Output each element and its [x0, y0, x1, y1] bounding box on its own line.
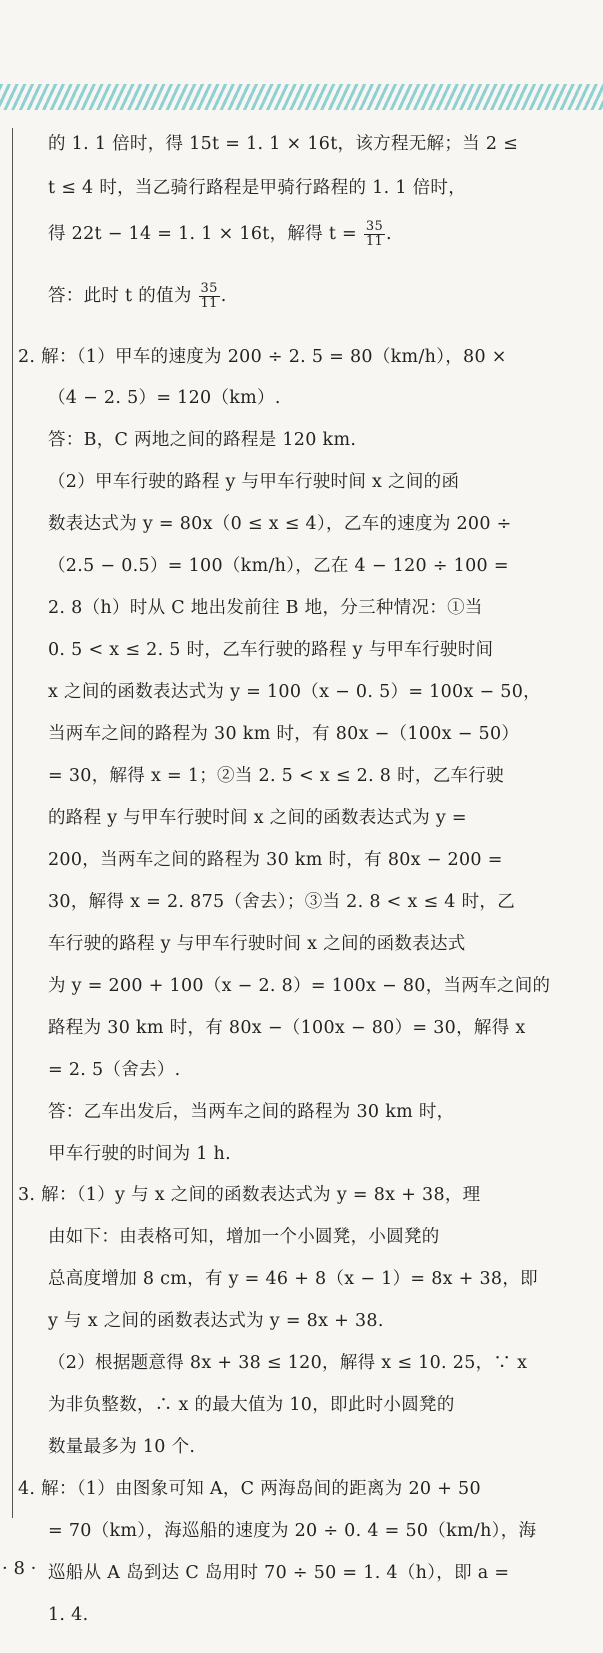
text-line: 总高度增加 8 cm，有 y = 46 + 8（x − 1）= 8x + 38，即	[48, 1269, 538, 1289]
text-line: 当两车之间的路程为 30 km 时，有 80x −（100x − 50）	[48, 724, 520, 744]
fraction	[364, 220, 385, 249]
text-line: 0. 5 < x ≤ 2. 5 时，乙车行驶的路程 y 与甲车行驶时间	[48, 640, 494, 660]
text-line: 由如下：由表格可知，增加一个小圆凳，小圆凳的	[48, 1227, 440, 1247]
text-line: 数量最多为 10 个.	[48, 1437, 196, 1457]
period: .	[220, 286, 227, 306]
text-line: 的 1. 1 倍时，得 15t = 1. 1 × 16t，该方程无解；当 2 ≤	[48, 134, 519, 154]
fraction-numerator: 35	[200, 281, 218, 296]
text-line: 的路程 y 与甲车行驶时间 x 之间的函数表达式为 y =	[48, 808, 467, 828]
text-line: 路程为 30 km 时，有 80x −（100x − 80）= 30，解得 x	[48, 1018, 526, 1038]
text-line: 1. 4.	[48, 1605, 89, 1625]
text-line: 答：乙车出发后，当两车之间的路程为 30 km 时，	[48, 1102, 455, 1122]
period: .	[386, 224, 392, 244]
text-line: y 与 x 之间的函数表达式为 y = 8x + 38.	[48, 1311, 384, 1331]
text-line	[48, 280, 568, 312]
header-stripe	[0, 84, 603, 110]
text-line: = 70（km），海巡船的速度为 20 ÷ 0. 4 = 50（km/h），海	[48, 1521, 537, 1541]
text-line: 车行驶的路程 y 与甲车行驶时间 x 之间的函数表达式	[48, 934, 466, 954]
text-line: （2）根据题意得 8x + 38 ≤ 120，解得 x ≤ 10. 25，∵ x	[48, 1353, 528, 1373]
text-line: 为 y = 200 + 100（x − 2. 8）= 100x − 80，当两车之间的	[48, 976, 551, 996]
text-line: 甲车行驶的时间为 1 h.	[48, 1144, 231, 1164]
text-span: 答：此时 t 的值为	[48, 286, 192, 306]
text-line: （2.5 − 0.5）= 100（km/h），乙在 4 − 120 ÷ 100 =	[48, 556, 509, 576]
text-line: 答：B，C 两地之间的路程是 120 km.	[48, 430, 357, 450]
page-number: · 8 ·	[2, 1558, 37, 1579]
text-line: （4 − 2. 5）= 120（km）.	[48, 388, 281, 408]
text-line: 为非负整数，∴ x 的最大值为 10，即此时小圆凳的	[48, 1395, 455, 1415]
fraction-numerator: 35	[365, 219, 384, 234]
text-line: 数表达式为 y = 80x（0 ≤ x ≤ 4），乙车的速度为 200 ÷	[48, 514, 512, 534]
text-line: 200，当两车之间的路程为 30 km 时，有 80x − 200 =	[48, 850, 503, 870]
fraction	[199, 282, 220, 311]
margin-line	[12, 128, 13, 1518]
text-line: 3. 解：（1）y 与 x 之间的函数表达式为 y = 8x + 38，理	[18, 1185, 481, 1205]
fraction-denominator: 11	[200, 296, 218, 311]
text-line: （2）甲车行驶的路程 y 与甲车行驶时间 x 之间的函	[48, 472, 460, 492]
text-line: x 之间的函数表达式为 y = 100（x − 0. 5）= 100x − 50，	[48, 682, 541, 702]
text-line	[48, 218, 568, 250]
fraction-denominator: 11	[365, 234, 384, 249]
text-line: t ≤ 4 时，当乙骑行路程是甲骑行路程的 1. 1 倍时，	[48, 178, 467, 198]
text-line: 2. 8（h）时从 C 地出发前往 B 地，分三种情况：①当	[48, 598, 483, 618]
text-line: 4. 解：（1）由图象可知 A，C 两海岛间的距离为 20 + 50	[18, 1479, 481, 1499]
text-line: 30，解得 x = 2. 875（舍去）；③当 2. 8 < x ≤ 4 时，乙	[48, 892, 515, 912]
text-line: = 30，解得 x = 1；②当 2. 5 < x ≤ 2. 8 时，乙车行驶	[48, 766, 504, 786]
text-line: 2. 解：（1）甲车的速度为 200 ÷ 2. 5 = 80（km/h），80 ×	[18, 347, 507, 367]
text-line: 巡船从 A 岛到达 C 岛用时 70 ÷ 50 = 1. 4（h），即 a =	[48, 1563, 510, 1583]
text-line: = 2. 5（舍去）.	[48, 1060, 181, 1080]
text-span: 得 22t − 14 = 1. 1 × 16t，解得 t =	[48, 224, 358, 244]
